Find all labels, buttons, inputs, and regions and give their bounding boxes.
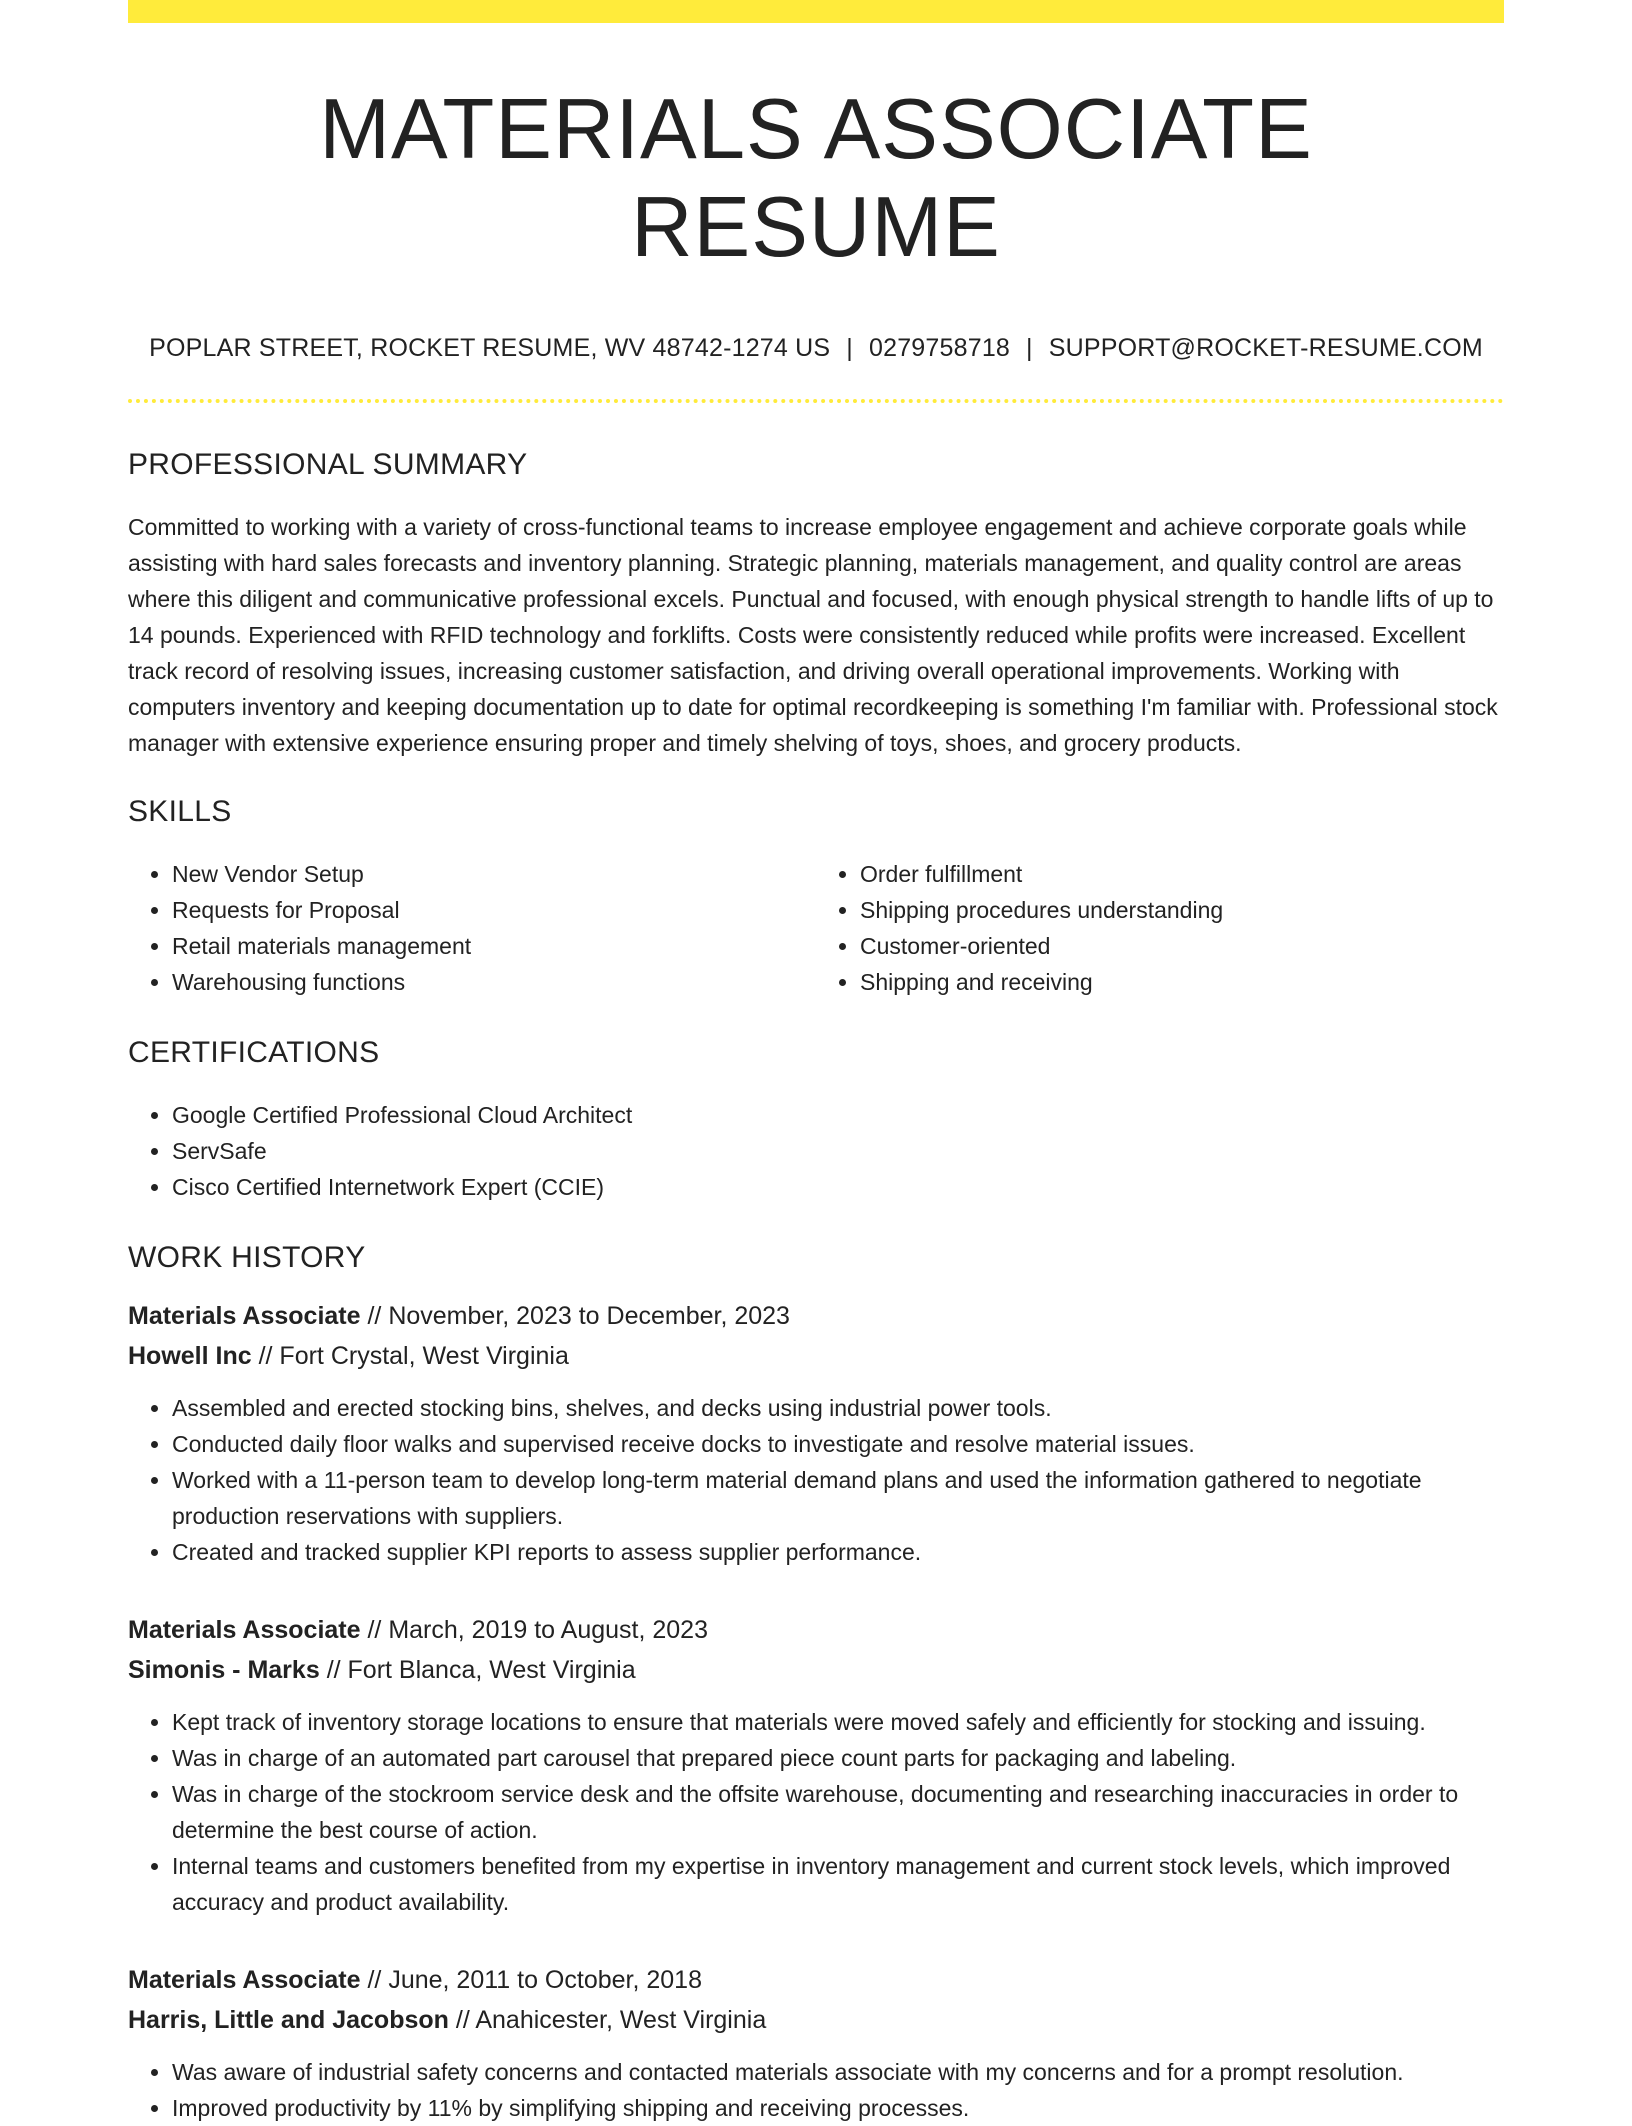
- job-bullets: [128, 1704, 1504, 1920]
- certification-item: • ServSafe: [172, 1133, 1504, 1169]
- job-bullet: • Conducted daily floor walks and supervised receive docks to investigate and resolve material issues.: [172, 1426, 1504, 1462]
- job-entry: [128, 1610, 1504, 1920]
- job-role: Materials Associate: [128, 1615, 361, 1644]
- job-company-line: [128, 2000, 1504, 2040]
- skills-column-left: [128, 856, 816, 1000]
- job-role-line: [128, 1960, 1504, 2000]
- job-bullet: • Was in charge of an automated part carousel that prepared piece count parts for packaging and labeling.: [172, 1740, 1504, 1776]
- job-bullet: • Assembled and erected stocking bins, shelves, and decks using industrial power tools.: [172, 1390, 1504, 1426]
- summary-text: Committed to working with a variety of cross-functional teams to increase employee engagement and achieve corporate goals while assisting with hard sales forecasts and inventory planning. Strategic planning, materials management, and quality control are areas where this diligent and communicative professional excels. Punctual and focused, with enough physical strength to handle lifts of up to 14 pounds. Experienced with RFID technology and forklifts. Costs were consistently reduced while profits were increased. Excellent track record of resolving issues, increasing customer satisfaction, and driving overall operational improvements. Working with computers inventory and keeping documentation up to date for optimal recordkeeping is something I'm familiar with. Professional stock manager with extensive experience ensuring proper and timely shelving of toys, shoes, and grocery products.: [128, 513, 1498, 756]
- skill-item: • New Vendor Setup: [172, 856, 816, 892]
- job-bullet: • Improved productivity by 11% by simplifying shipping and receiving processes.: [172, 2090, 1504, 2126]
- skill-item: • Shipping procedures understanding: [860, 892, 1504, 928]
- summary-heading: PROFESSIONAL SUMMARY: [128, 447, 528, 481]
- certification-item: • Google Certified Professional Cloud Architect: [172, 1097, 1504, 1133]
- job-dates: // March, 2019 to August, 2023: [367, 1615, 708, 1644]
- skill-item: • Warehousing functions: [172, 964, 816, 1000]
- contact-separator: |: [1026, 333, 1033, 362]
- job-bullet: • Internal teams and customers benefited from my expertise in inventory management and current stock levels, which improved accuracy and product availability.: [172, 1848, 1504, 1920]
- contact-separator: |: [846, 333, 853, 362]
- contact-address: POPLAR STREET, ROCKET RESUME, WV 48742-1274 US: [149, 333, 831, 362]
- skills-list: [128, 856, 1504, 1000]
- job-role: Materials Associate: [128, 1965, 361, 1994]
- job-bullet: • Was aware of industrial safety concerns and contacted materials associate with my concerns and for a prompt resolution.: [172, 2054, 1504, 2090]
- contact-line: [128, 333, 1504, 363]
- top-accent-bar: [128, 0, 1504, 23]
- job-company: Harris, Little and Jacobson: [128, 2005, 449, 2034]
- skills-column-right: [816, 856, 1504, 1000]
- certifications-heading: CERTIFICATIONS: [128, 1035, 380, 1069]
- skill-item: • Shipping and receiving: [860, 964, 1504, 1000]
- job-location: // Anahicester, West Virginia: [455, 2005, 767, 2034]
- job-entry: [128, 1296, 1504, 1570]
- job-role-line: [128, 1296, 1504, 1336]
- job-bullet: • Worked with a 11-person team to develop long-term material demand plans and used the information gathered to negotiate production reservations with suppliers.: [172, 1462, 1504, 1534]
- job-location: // Fort Blanca, West Virginia: [326, 1655, 636, 1684]
- job-bullets: [128, 2054, 1504, 2126]
- certifications-list: [128, 1097, 1504, 1205]
- job-bullets: [128, 1390, 1504, 1570]
- job-bullet: • Was in charge of the stockroom service desk and the offsite warehouse, documenting and researching inaccuracies in order to determine the best course of action.: [172, 1776, 1504, 1848]
- job-company-line: [128, 1336, 1504, 1376]
- skill-item: • Customer-oriented: [860, 928, 1504, 964]
- skills-heading: SKILLS: [128, 794, 232, 828]
- certification-item: • Cisco Certified Internetwork Expert (CCIE): [172, 1169, 1504, 1205]
- contact-phone[interactable]: 0279758718: [869, 333, 1011, 362]
- skill-item: • Retail materials management: [172, 928, 816, 964]
- resume-page: [128, 0, 1504, 2126]
- contact-email[interactable]: SUPPORT@ROCKET-RESUME.COM: [1048, 333, 1483, 362]
- job-company: Howell Inc: [128, 1341, 252, 1370]
- job-bullet: • Kept track of inventory storage locations to ensure that materials were moved safely and efficiently for stocking and issuing.: [172, 1704, 1504, 1740]
- job-location: // Fort Crystal, West Virginia: [258, 1341, 569, 1370]
- job-bullet: • Created and tracked supplier KPI reports to assess supplier performance.: [172, 1534, 1504, 1570]
- job-dates: // June, 2011 to October, 2018: [367, 1965, 702, 1994]
- job-company-line: [128, 1650, 1504, 1690]
- job-company: Simonis - Marks: [128, 1655, 320, 1684]
- job-role-line: [128, 1610, 1504, 1650]
- job-dates: // November, 2023 to December, 2023: [367, 1301, 790, 1330]
- work-history-heading: WORK HISTORY: [128, 1240, 366, 1274]
- resume-title: MATERIALS ASSOCIATE RESUME: [319, 82, 1313, 275]
- dotted-divider: [128, 399, 1504, 403]
- skill-item: • Requests for Proposal: [172, 892, 816, 928]
- skill-item: • Order fulfillment: [860, 856, 1504, 892]
- job-role: Materials Associate: [128, 1301, 361, 1330]
- job-entry: [128, 1960, 1504, 2126]
